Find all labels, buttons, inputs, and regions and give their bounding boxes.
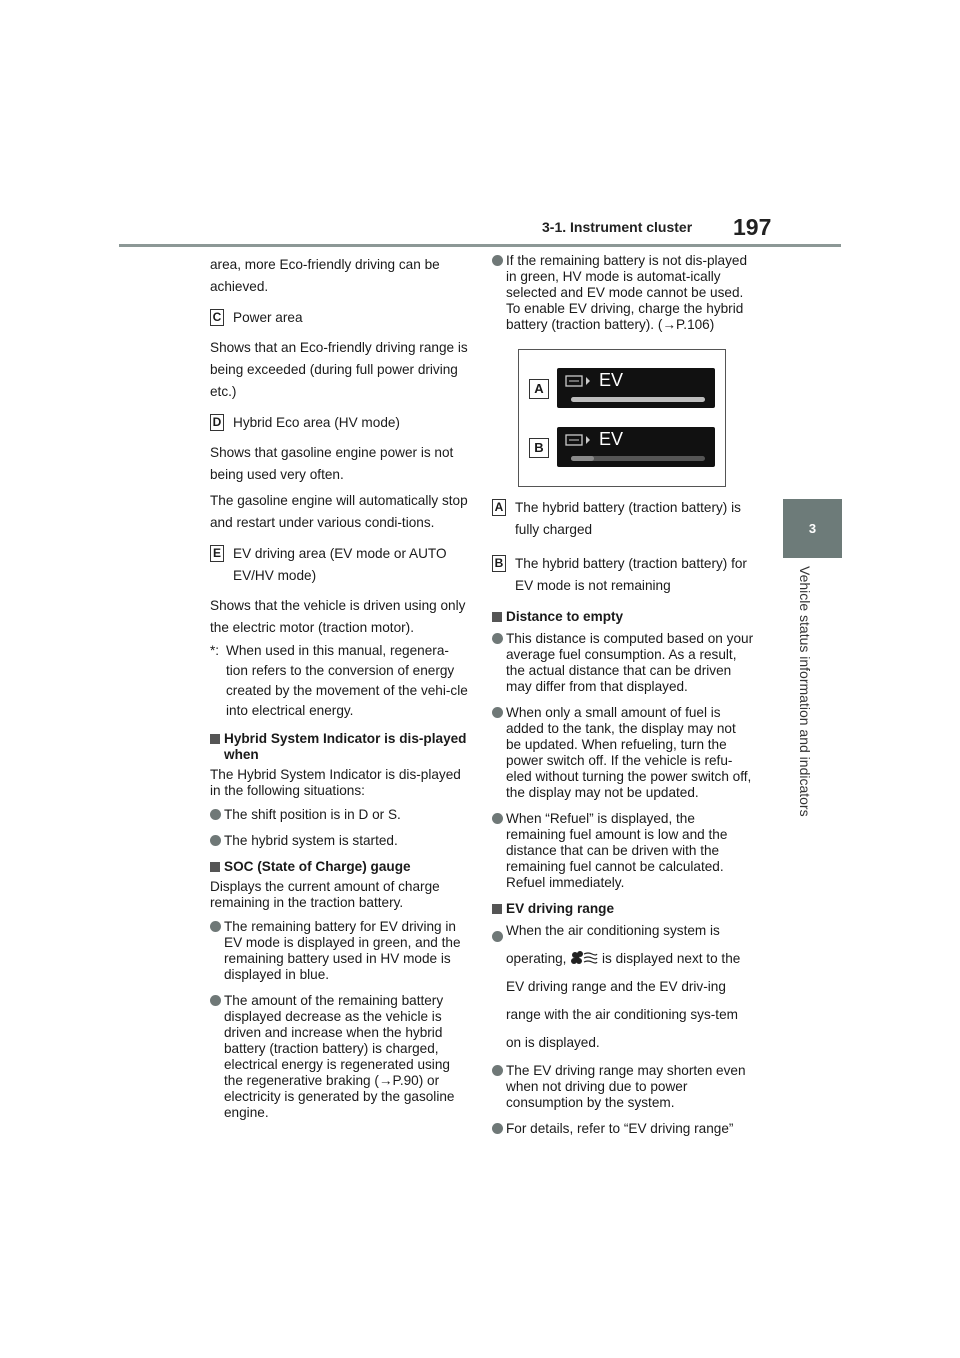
list-item (492, 1063, 754, 1111)
list-item-text: The remaining battery for EV driving in EV mode is displayed in green, and the remaining battery used in HV mode is displayed in blue. (224, 919, 461, 982)
hsi-heading (210, 731, 468, 763)
list-item (492, 705, 754, 801)
bullet-dot-icon (210, 995, 221, 1006)
list-item (210, 993, 468, 1121)
battery-icon (565, 433, 593, 447)
list-item (492, 923, 754, 1057)
heading-square-icon (492, 612, 502, 622)
battery-icon (565, 374, 593, 388)
ev-display-full (557, 368, 715, 408)
list-item-text: The shift position is in D or S. (224, 807, 401, 822)
list-item-text: When only a small amount of fuel is added to the tank, the display may not be updated. When refueling, turn the power switch off. If the vehicle is refu-eled without turning the power switch off, the display may not be updated. (506, 705, 752, 800)
ev-display-empty (557, 427, 715, 467)
bullet-dot-icon (492, 1123, 503, 1134)
item-e (210, 543, 468, 587)
figure-label-a: A (529, 379, 549, 399)
header-divider (119, 244, 841, 247)
list-item (492, 811, 754, 891)
letter-b-box: B (492, 555, 506, 572)
list-item (492, 631, 754, 695)
list-item (210, 833, 468, 849)
caption-b-text: The hybrid battery (traction battery) for EV mode is not remaining (515, 556, 747, 593)
item-c-desc: Shows that an Eco-friendly driving range is being exceeded (during full power driving etc.) (210, 340, 468, 399)
soc-heading (210, 859, 468, 875)
heading-square-icon (210, 734, 220, 744)
hsi-text: The Hybrid System Indicator is dis-played in the following situations: (210, 767, 461, 798)
item-e-desc: Shows that the vehicle is driven using only the electric motor (traction motor). (210, 598, 466, 635)
list-item-text: The EV driving range may shorten even when not driving due to power consumption by the system. (506, 1063, 746, 1110)
letter-c-box: C (210, 309, 224, 326)
item-e-label: EV driving area (EV mode or AUTO EV/HV mode) (233, 546, 447, 583)
bullet-dot-icon (492, 1065, 503, 1076)
ev-mode-text: EV (599, 429, 624, 449)
ev-mode-text: EV (599, 370, 624, 390)
list-item-text (506, 917, 754, 1057)
hsi-heading-text: Hybrid System Indicator is dis-played when (224, 731, 467, 762)
bullet-dot-icon (492, 633, 503, 644)
ev-b1-part1: When the air conditioning system is operating, (506, 923, 720, 966)
list-item (492, 253, 754, 333)
ev-range-heading-text: EV driving range (506, 901, 615, 916)
item-c (210, 307, 468, 329)
figure-label-b: B (529, 438, 549, 458)
ev-range-heading (492, 901, 754, 917)
soc-heading-text: SOC (State of Charge) gauge (224, 859, 411, 874)
bullet-dot-icon (492, 813, 503, 824)
letter-e-box: E (210, 545, 224, 562)
heading-square-icon (492, 904, 502, 914)
battery-level-track (571, 456, 705, 461)
dte-heading (492, 609, 754, 625)
caption-a-text: The hybrid battery (traction battery) is fully charged (515, 500, 741, 537)
bullet-dot-icon (210, 809, 221, 820)
bullet-dot-icon (492, 707, 503, 718)
list-item (492, 1121, 754, 1137)
ev-battery-figure (518, 349, 726, 487)
dte-heading-text: Distance to empty (506, 609, 624, 624)
item-d-label: Hybrid Eco area (HV mode) (233, 415, 400, 430)
item-d-desc: Shows that gasoline engine power is not being used very often. (210, 445, 454, 482)
chapter-tab (783, 499, 842, 558)
list-item-text: For details, refer to “EV driving range” (506, 1121, 734, 1136)
section-title: 3-1. Instrument cluster (542, 219, 693, 235)
battery-level-fill (571, 456, 594, 461)
bullet-dot-icon (210, 921, 221, 932)
chapter-label: Vehicle status information and indicators (797, 566, 813, 817)
caption-a (492, 497, 754, 541)
list-item-text: The amount of the remaining battery displayed decrease as the vehicle is driven and increase when the hybrid battery (traction battery) is charged, electrical energy is regenerated using the regenerative braking (→P.90) or electricity is generated by the gasoline engine. (224, 993, 455, 1120)
item-d-desc2: The gasoline engine will automatically stop and restart under various condi-tions. (210, 493, 468, 530)
page-number: 197 (733, 214, 772, 240)
letter-a-box: A (492, 499, 506, 516)
list-item-text: If the remaining battery is not dis-played in green, HV mode is automat-ically selected and EV mode cannot be used. To enable EV driving, charge the hybrid battery (traction battery). (→P.106) (506, 253, 748, 332)
bullet-dot-icon (210, 835, 221, 846)
footnote (210, 641, 468, 721)
left-column (210, 254, 468, 1131)
right-column (492, 253, 754, 1147)
footnote-mark: *: (210, 643, 220, 658)
list-item-text: This distance is computed based on your average fuel consumption. As a result, the actual distance that can be driven may differ from that displayed. (506, 631, 754, 694)
list-item (210, 919, 468, 983)
intro-text: area, more Eco-friendly driving can be achieved. (210, 257, 440, 294)
ev-b1-part2: is displayed next to the EV driving range and the EV driv-ing range with the air conditioning sys-tem on is displayed. (506, 951, 741, 1050)
list-item (210, 807, 468, 823)
heading-square-icon (210, 862, 220, 872)
chapter-number: 3 (808, 521, 817, 536)
item-d (210, 412, 468, 434)
list-item-text: When “Refuel” is displayed, the remaining fuel amount is low and the distance that can be driven with the remaining fuel cannot be calculated. Refuel immediately. (506, 811, 728, 890)
bullet-dot-icon (492, 931, 503, 942)
soc-text: Displays the current amount of charge remaining in the traction battery. (210, 879, 440, 910)
caption-b (492, 553, 754, 597)
battery-level-fill (571, 397, 705, 402)
air-conditioning-icon (570, 951, 598, 965)
bullet-dot-icon (492, 255, 503, 266)
list-item-text: The hybrid system is started. (224, 833, 398, 848)
footnote-text: When used in this manual, regenera-tion refers to the conversion of energy created by the movement of the vehi-cle into electrical energy. (226, 643, 468, 718)
battery-level-track (571, 397, 705, 402)
item-c-label: Power area (233, 310, 303, 325)
letter-d-box: D (210, 414, 224, 431)
